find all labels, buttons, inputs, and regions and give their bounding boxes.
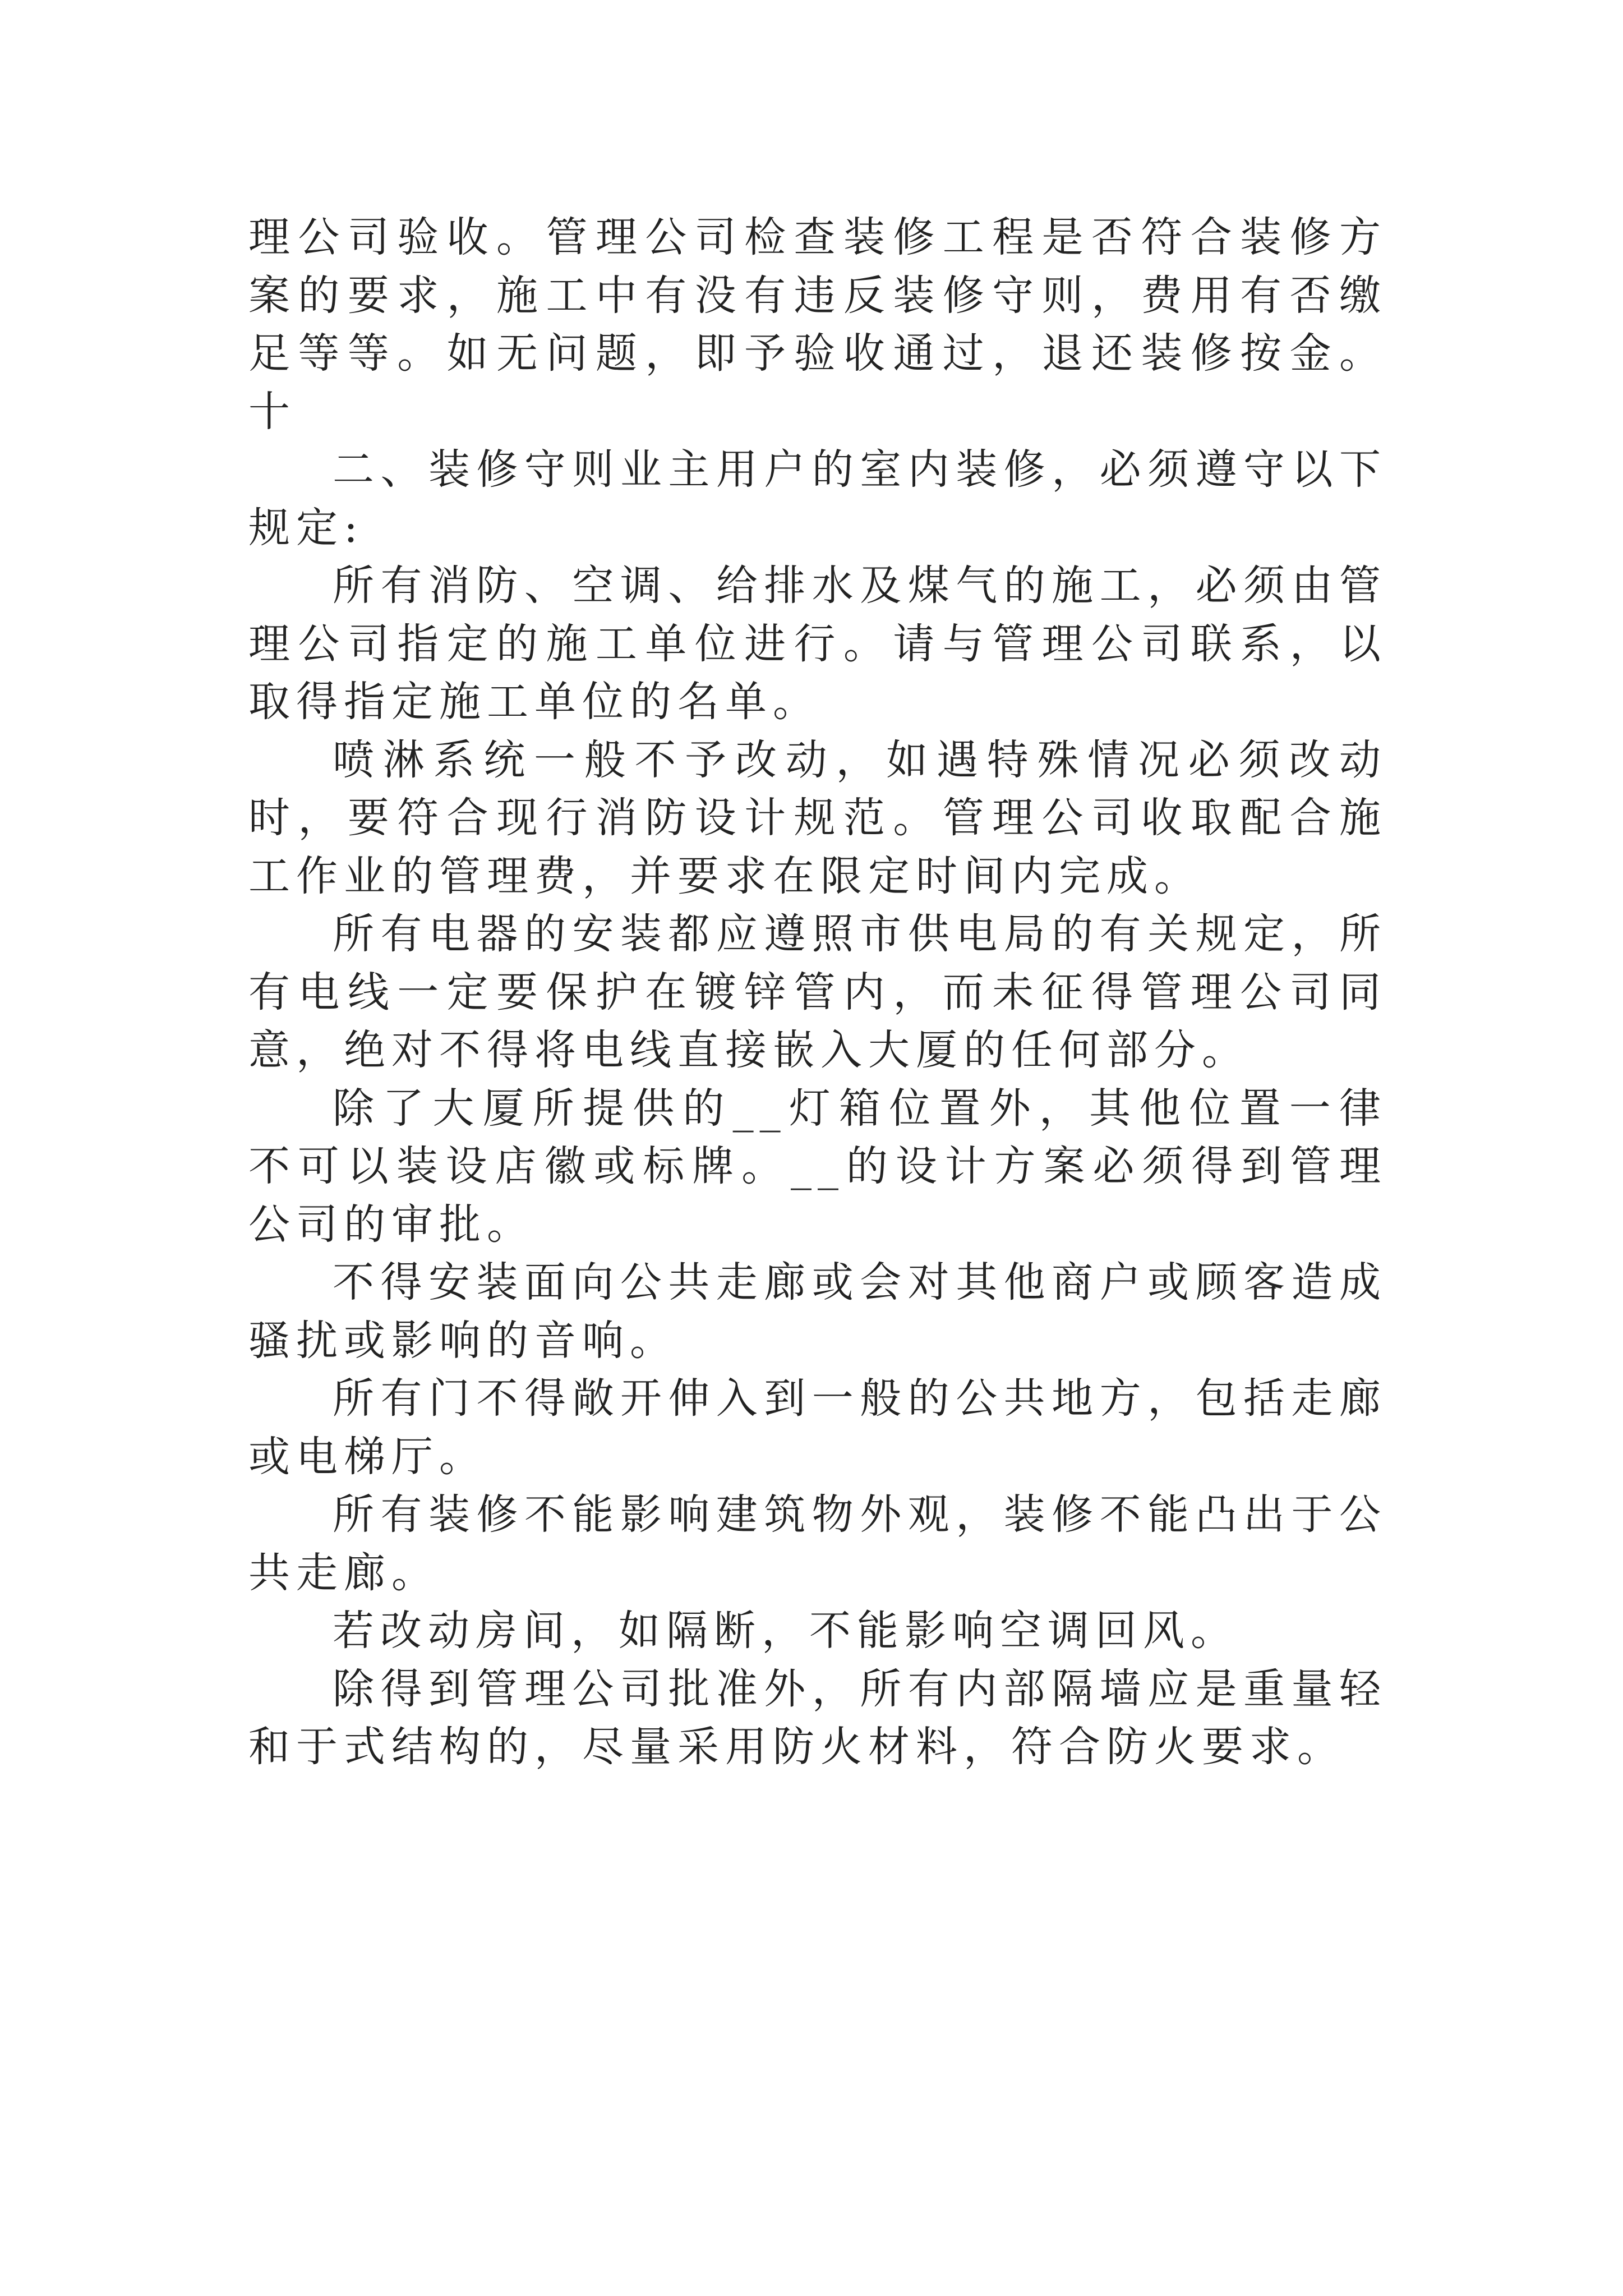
paragraph-appearance: 所有装修不能影响建筑物外观，装修不能凸出于公共走廊。 — [248, 1490, 1387, 1597]
paragraph-sprinkler: 喷淋系统一般不予改动，如遇特殊情况必须改动时，要符合现行消防设计规范。管理公司收取配合施工作业的管理费，并要求在限定时间内完成。 — [248, 735, 1387, 900]
paragraph-electrical: 所有电器的安装都应遵照市供电局的有关规定，所有电线一定要保护在镀锌管内，而未征得管理公司同意，绝对不得将电线直接嵌入大厦的任何部分。 — [248, 910, 1387, 1074]
paragraph-signage: 除了大厦所提供的__灯箱位置外，其他位置一律不可以装设店徽或标牌。__的设计方案必须得到管理公司的审批。 — [248, 1084, 1387, 1249]
paragraph-fire-ac-plumbing: 所有消防、空调、给排水及煤气的施工，必须由管理公司指定的施工单位进行。请与管理公司联系，以取得指定施工单位的名单。 — [248, 562, 1387, 726]
paragraph-partition: 若改动房间，如隔断，不能影响空调回风。 — [333, 1607, 1238, 1655]
paragraph-internal-walls: 除得到管理公司批准外，所有内部隔墙应是重量轻和于式结构的，尽量采用防火材料，符合防火要求。 — [248, 1664, 1387, 1771]
paragraph-continued: 理公司验收。管理公司检查装修工程是否符合装修方案的要求，施工中有没有违反装修守则，费用有否缴足等等。如无问题，即予验收通过，退还装修按金。十 — [248, 213, 1387, 436]
paragraph-section-heading: 二、装修守则业主用户的室内装修，必须遵守以下规定: — [248, 445, 1387, 552]
paragraph-doors: 所有门不得敞开伸入到一般的公共地方，包括走廊或电梯厅。 — [248, 1374, 1387, 1481]
document-body — [248, 209, 1387, 1777]
paragraph-audio: 不得安装面向公共走廊或会对其他商户或顾客造成骚扰或影响的音响。 — [248, 1258, 1387, 1365]
